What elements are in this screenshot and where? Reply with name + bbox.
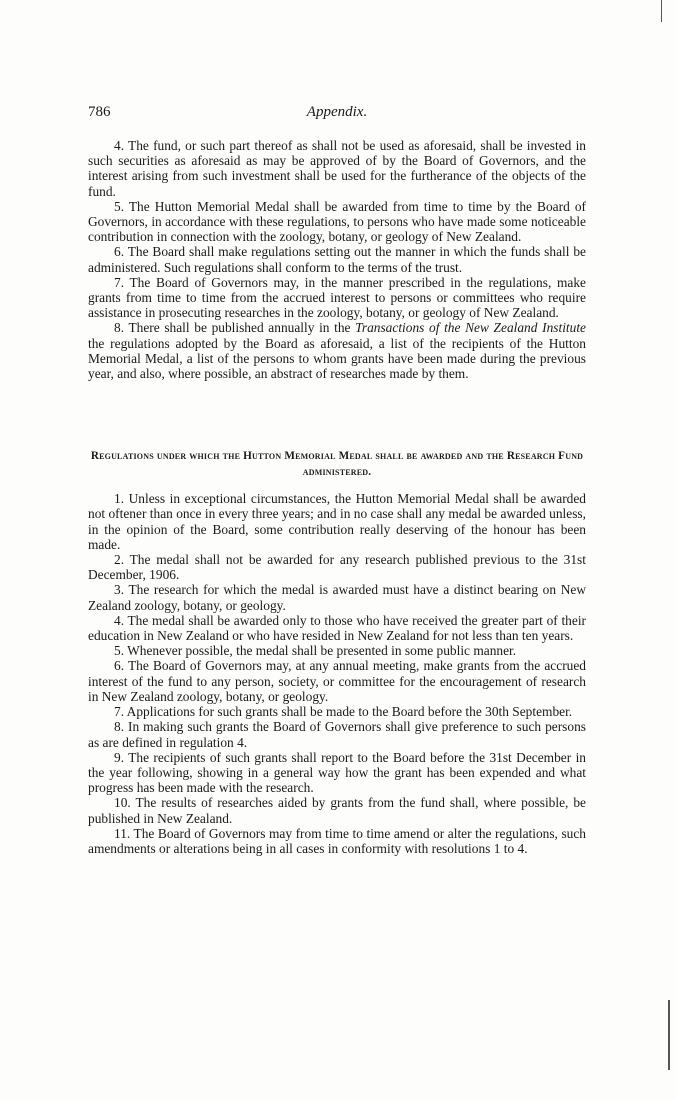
trust-clause-7: 7. The Board of Governors may, in the manner prescribed in the regulations, make grants from time to time from the accrued interest to persons or committees who require assistance in prosecuting researches in the zoology, botany, or geology of New Zealand. [88,274,586,321]
trust-clause-8 [88,320,586,381]
regulation-11: 11. The Board of Governors may from time to time amend or alter the regulations, such amendments or alterations being in all cases in conformity with resolutions 1 to 4. [88,825,586,856]
regulation-6: 6. The Board of Governors may, at any annual meeting, make grants from the accrued interest of the fund to any person, society, or committee for the encouragement of research in New Zealand zoology, botany, or geology. [88,658,586,704]
regulation-8: 8. In making such grants the Board of Governors shall give preference to such persons as are defined in regulation 4. [88,719,586,750]
regulation-10: 10. The results of researches aided by grants from the fund shall, where possible, be published in New Zealand. [88,795,586,826]
document-page [88,104,586,856]
page-number: 786 [88,104,111,120]
regulation-9: 9. The recipients of such grants shall report to the Board before the 31st December in the year following, showing in a general way how the grant has been expended and what progress has been made with the research. [88,749,586,796]
running-head: Appendix. [306,104,368,120]
regulation-5: 5. Whenever possible, the medal shall be presented in some public manner. [114,643,517,659]
regulation-4: 4. The medal shall be awarded only to those who have received the greater part of their education in New Zealand or who have resided in New Zealand for not less than ten years. [88,612,586,644]
clause-8-text-after: the regulations adopted by the Board as aforesaid, a list of the recipients of the Hutton Memorial Medal, a list of the persons to whom grants have been made during the previous year, and also, where possible, an abstract of researches made by them. [88,335,586,382]
scan-mark-top-right [661,0,662,22]
trust-clause-4: 4. The fund, or such part thereof as shall not be used as aforesaid, shall be invested in such securities as aforesaid as may be approved of by the Board of Governors, and the interest arising from such investment shall be used for the furtherance of the objects of the fund. [88,138,586,199]
page-header [88,104,586,126]
regulations-heading: Regulations under which the Hutton Memorial Medal shall be awarded and the Research Fund administered. [90,450,584,478]
regulation-1: 1. Unless in exceptional circumstances, the Hutton Memorial Medal shall be awarded not oftener than once in every three years; and in no case shall any medal be awarded unless, in the opinion of the Board, some contribution really deserving of the honour has been made. [88,491,586,552]
regulation-7: 7. Applications for such grants shall be made to the Board before the 30th September. [114,704,573,720]
trust-clause-5: 5. The Hutton Memorial Medal shall be awarded from time to time by the Board of Governors, in accordance with these regulations, to persons who have made some noticeable contribution in connection with the zoology, botany, or geology of New Zealand. [88,198,586,245]
publication-title: Transactions of the New Zealand Institute [355,320,586,336]
regulation-3: 3. The research for which the medal is awarded must have a distinct bearing on New Zealand zoology, botany, or geology. [88,582,586,613]
trust-clause-6: 6. The Board shall make regulations setting out the manner in which the funds shall be administered. Such regulations shall conform to the terms of the trust. [88,244,586,275]
section-gap [88,381,586,449]
clause-8-text-before: 8. There shall be published annually in the [114,320,356,336]
regulation-2: 2. The medal shall not be awarded for any research published previous to the 31st December, 1906. [88,552,586,583]
scan-mark-bottom-right [668,1000,670,1070]
